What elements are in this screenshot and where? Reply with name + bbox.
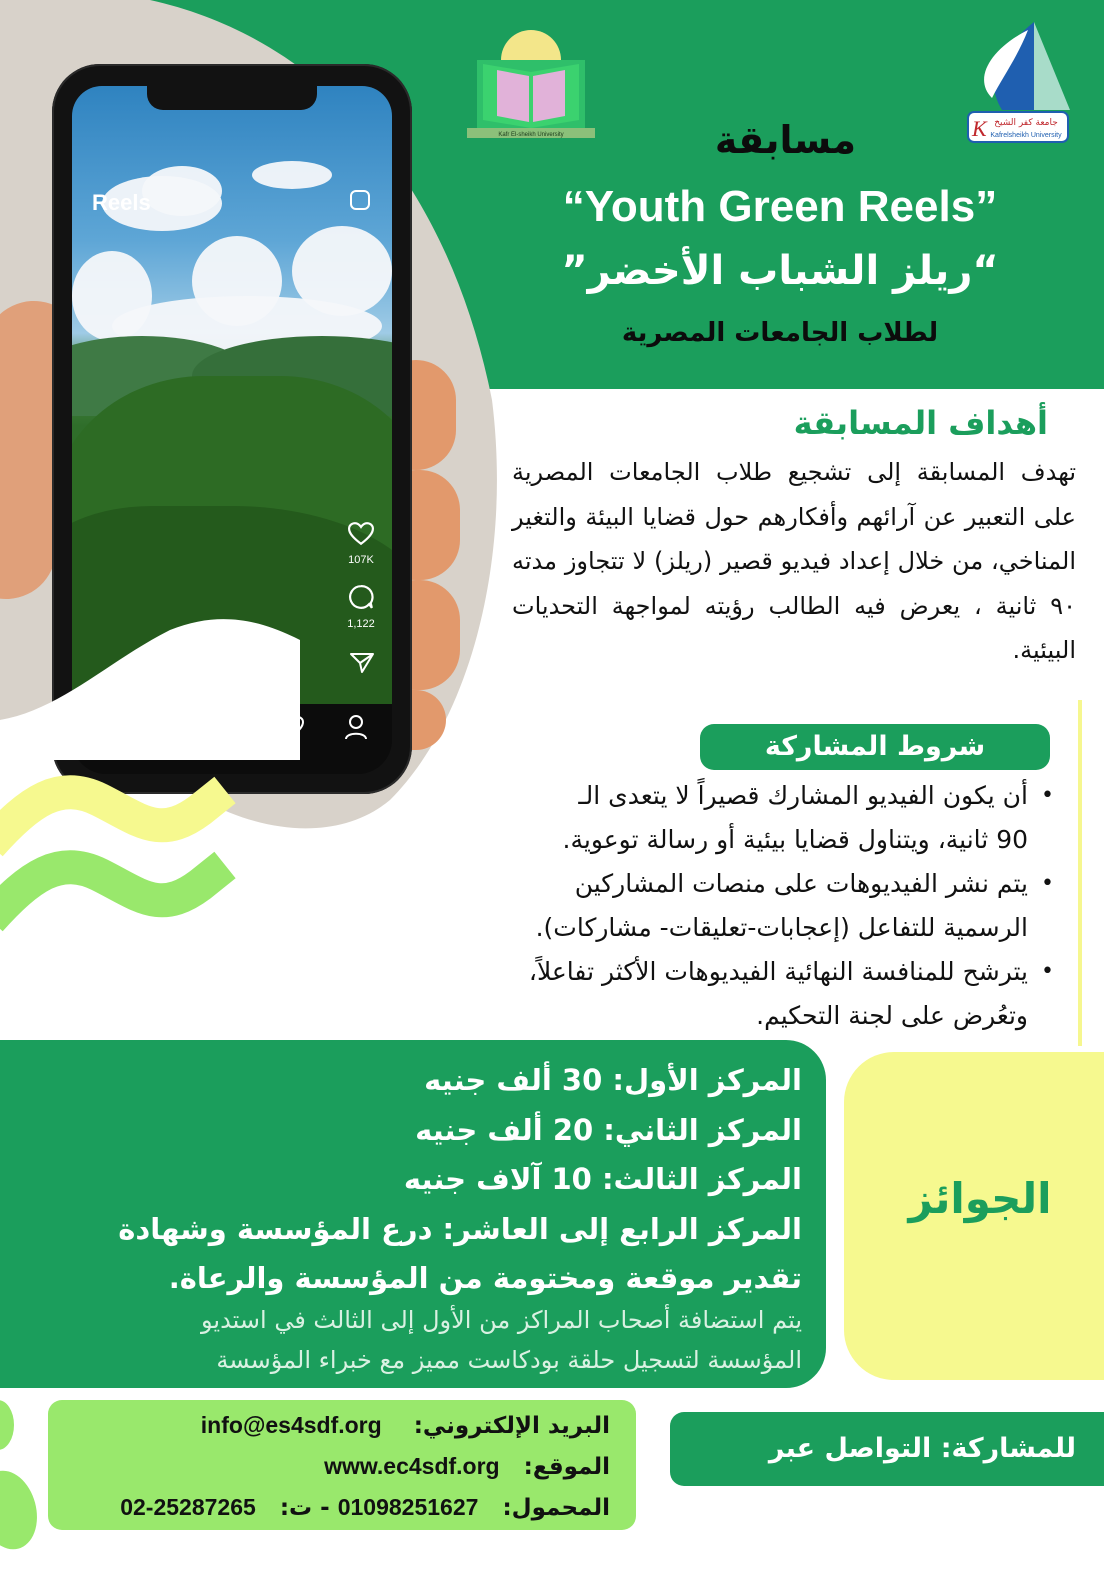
decorative-blob — [0, 1400, 14, 1450]
bullet-icon: • — [1041, 871, 1054, 896]
prize-fourth-to-tenth-cont: تقدير موقعة ومختومة من المؤسسة والرعاة. — [168, 1261, 802, 1295]
bullet-icon: • — [1041, 959, 1054, 984]
university-logo — [962, 18, 1074, 146]
send-icon[interactable] — [350, 652, 374, 674]
prize-fourth-to-tenth: المركز الرابع إلى العاشر: درع المؤسسة وشهادة — [118, 1211, 802, 1246]
prize-second: المركز الثاني: 20 ألف جنيه — [415, 1112, 802, 1147]
website-link[interactable]: www.ec4sdf.org — [324, 1453, 500, 1479]
objectives-heading: أهداف المسابقة — [793, 404, 1048, 442]
contact-details — [60, 1405, 610, 1528]
comments-count: 1,122 — [347, 618, 375, 630]
contact-heading: للمشاركة: التواصل عبر — [670, 1412, 1104, 1486]
conditions-list — [330, 774, 1060, 1038]
prizes-heading: الجوائز — [908, 1174, 1052, 1223]
title-english: “Youth Green Reels” — [562, 182, 998, 231]
phone-row: المحمول: 01098251627 - ت: 02-25287265 — [120, 1494, 610, 1521]
prizes-list — [22, 1056, 802, 1304]
decorative-blob — [0, 1464, 45, 1556]
white-wave-shape — [0, 600, 300, 760]
reels-label: Reels — [92, 190, 151, 215]
prize-third: المركز الثالث: 10 آلاف جنيه — [403, 1162, 802, 1196]
decorative-divider — [1078, 700, 1082, 1046]
website-row: الموقع: www.ec4sdf.org — [324, 1453, 610, 1480]
conditions-heading: شروط المشاركة — [700, 724, 1050, 770]
svg-text:جامعة كفر الشيخ: جامعة كفر الشيخ — [994, 118, 1058, 128]
bullet-icon: • — [1041, 783, 1054, 808]
condition-item: • أن يكون الفيديو المشارك قصيراً لا يتعدى الـ 90 ثانية، ويتناول قضايا بيئية أو رسالة توعوية. — [330, 774, 1060, 862]
faculty-logo — [463, 24, 599, 142]
prize-first: المركز الأول: 30 ألف جنيه — [424, 1063, 802, 1097]
objectives-body: تهدف المسابقة إلى تشجيع طلاب الجامعات المصرية على التعبير عن آرائهم وأفكارهم حول قضايا البيئة والتغير المناخي، من خلال إعداد فيديو قصير (ريلز) لا تتجاوز مدته ٩٠ ثانية ، يعرض فيه الطالب رؤيته لمواجهة التحديات البيئية. — [512, 458, 1076, 664]
condition-item: • يترشح للمنافسة النهائية الفيديوهات الأكثر تفاعلاً، وتعُرض على لجنة التحكيم. — [330, 950, 1060, 1038]
competition-label: مسابقة — [714, 118, 856, 162]
svg-text:K: K — [972, 116, 987, 141]
title-arabic: “ريلز الشباب الأخضر” — [561, 248, 999, 294]
email-link[interactable]: info@es4sdf.org — [200, 1412, 382, 1438]
comment-icon[interactable] — [348, 584, 374, 610]
camera-icon — [350, 190, 370, 210]
tel-number[interactable]: 02-25287265 — [120, 1494, 256, 1520]
heart-icon[interactable] — [348, 522, 374, 546]
profile-icon[interactable] — [344, 714, 368, 740]
prizes-note: يتم استضافة أصحاب المراكز من الأول إلى الثالث في استديو المؤسسة لتسجيل حلقة بودكاست مميز مع خبراء المؤسسة — [201, 1306, 802, 1374]
svg-text:Kafrelsheikh University: Kafrelsheikh University — [990, 132, 1062, 139]
mobile-number[interactable]: 01098251627 — [337, 1494, 479, 1520]
svg-text:Kafr El-sheikh University: Kafr El-sheikh University — [498, 132, 564, 138]
wave-decoration — [0, 740, 250, 940]
phone-notch — [147, 86, 317, 110]
email-row: البريد الإلكتروني: info@es4sdf.org — [200, 1412, 610, 1439]
audience-subtitle: لطلاب الجامعات المصرية — [621, 318, 939, 348]
condition-item: • يتم نشر الفيديوهات على منصات المشاركين الرسمية للتفاعل (إعجابات-تعليقات- مشاركات). — [330, 862, 1060, 950]
likes-count: 107K — [348, 554, 374, 566]
